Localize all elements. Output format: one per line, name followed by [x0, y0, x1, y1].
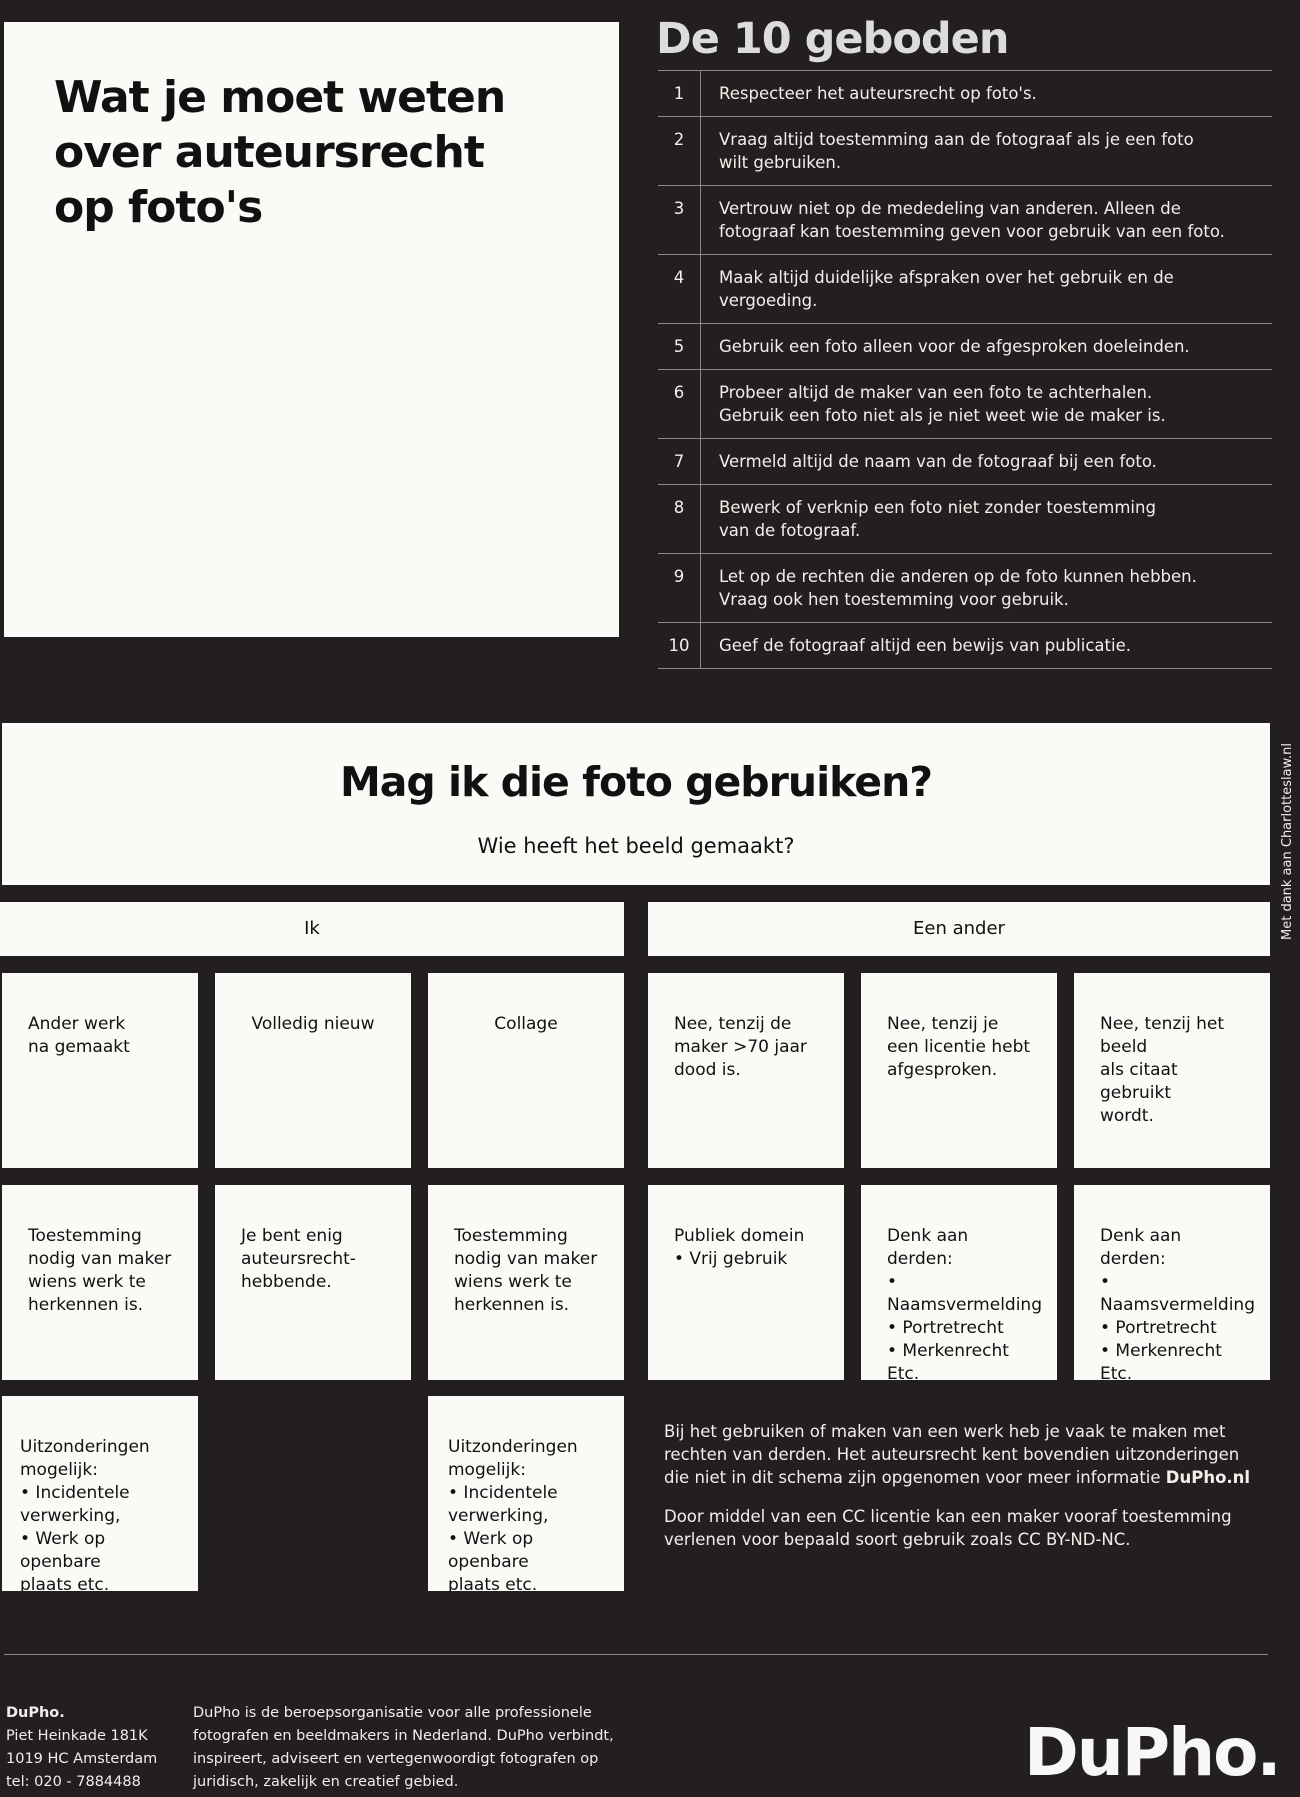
arrow-down-icon	[1158, 1168, 1192, 1186]
commandment-text: Bewerk of verknip een foto niet zonder toestemming van de fotograaf.	[719, 498, 1156, 540]
flowchart-title: Mag ik die foto gebruiken?	[339, 758, 933, 806]
flow-cell: Uitzonderingen mogelijk: • Incidentele verwerking, • Werk op openbare plaats etc.	[2, 1396, 198, 1591]
footer-org-name: DuPho.	[6, 1705, 65, 1721]
arrow-down-icon	[83, 1168, 117, 1186]
footer-description: DuPho is de beroepsorganisatie voor alle professionele fotografen en beeldmakers in Nederland. DuPho verbindt, inspireert, adviseert en vertegenwoordigt fotografen op juridisch, zakelijk en creatief gebied.	[193, 1705, 614, 1790]
commandment-number: 5	[658, 324, 701, 369]
page-title: Wat je moet weten over auteursrecht op foto's	[54, 72, 506, 233]
flow-cell: Nee, tenzij de maker >70 jaar dood is.	[648, 973, 844, 1168]
flow-cell: Toestemming nodig van maker wiens werk te herkennen is.	[2, 1185, 198, 1380]
commandment-row	[658, 370, 1272, 439]
commandment-row	[658, 554, 1272, 623]
dupho-logo: DuPho.	[1024, 1714, 1280, 1791]
arrow-down-icon	[944, 956, 978, 974]
side-credit-text: Met dank aan Charlotteslaw.nl	[1280, 742, 1295, 940]
commandment-row	[658, 439, 1272, 485]
commandment-text: Probeer altijd de maker van een foto te achterhalen. Gebruik een foto niet als je niet weet wie de maker is.	[719, 383, 1166, 425]
arrow-down-icon	[727, 956, 761, 974]
commandment-number: 6	[658, 370, 701, 438]
commandments-list	[658, 70, 1272, 669]
commandments-heading: De 10 geboden	[656, 14, 1009, 64]
commandment-number: 1	[658, 71, 701, 116]
flow-cell: Denk aan derden: • Naamsvermelding • Portretrecht • Merkenrecht Etc.	[861, 1185, 1057, 1380]
arrow-down-icon	[727, 1168, 761, 1186]
footer-address: Piet Heinkade 181K 1019 HC Amsterdam tel: 020 - 7884488	[6, 1728, 158, 1790]
flow-cell: Ander werk na gemaakt	[2, 973, 198, 1168]
flowchart-question: Wie heeft het beeld gemaakt?	[477, 834, 795, 858]
commandment-text: Respecteer het auteursrecht op foto's.	[719, 84, 1037, 103]
commandment-text: Vertrouw niet op de mededeling van anderen. Alleen de fotograaf kan toestemming geven voor gebruik van een foto.	[719, 199, 1225, 241]
flow-cell: Nee, tenzij het beeld als citaat gebruikt wordt.	[1074, 973, 1270, 1168]
info-paragraph	[664, 1420, 1264, 1489]
info-link[interactable]: DuPho.nl	[1165, 1468, 1251, 1487]
arrow-down-icon	[945, 885, 979, 903]
commandment-row	[658, 71, 1272, 117]
commandment-row	[658, 485, 1272, 554]
arrow-down-icon	[944, 1168, 978, 1186]
info-text: Bij het gebruiken of maken van een werk heb je vaak te maken met rechten van derden. Het auteursrecht kent bovendien uitzonderingen die niet in dit schema zijn opgenomen voor meer informatie	[664, 1422, 1240, 1487]
flow-cell: Denk aan derden: • Naamsvermelding • Portretrecht • Merkenrecht Etc.	[1074, 1185, 1270, 1380]
arrow-down-icon	[83, 956, 117, 974]
commandment-text: Let op de rechten die anderen op de foto kunnen hebben. Vraag ook hen toestemming voor gebruik.	[719, 567, 1197, 609]
commandment-number: 7	[658, 439, 701, 484]
commandment-number: 8	[658, 485, 701, 553]
arrow-down-icon	[296, 1168, 330, 1186]
commandment-row	[658, 623, 1272, 669]
flowchart-header	[2, 723, 1270, 885]
commandment-row	[658, 324, 1272, 370]
arrow-down-icon	[1158, 956, 1192, 974]
commandment-text: Geef de fotograaf altijd een bewijs van publicatie.	[719, 636, 1131, 655]
info-block	[664, 1420, 1264, 1567]
flow-cell: Je bent enig auteursrecht- hebbende.	[215, 1185, 411, 1380]
commandment-text: Vraag altijd toestemming aan de fotograaf als je een foto wilt gebruiken.	[719, 130, 1194, 172]
commandment-number: 2	[658, 117, 701, 185]
commandment-number: 9	[658, 554, 701, 622]
commandment-number: 4	[658, 255, 701, 323]
flow-cell: Nee, tenzij je een licentie hebt afgesproken.	[861, 973, 1057, 1168]
flow-cell: Publiek domein • Vrij gebruik	[648, 1185, 844, 1380]
flow-cell: Uitzonderingen mogelijk: • Incidentele verwerking, • Werk op openbare plaats etc.	[428, 1396, 624, 1591]
title-card	[4, 22, 619, 637]
arrow-down-icon	[509, 1168, 543, 1186]
commandment-text: Gebruik een foto alleen voor de afgesproken doeleinden.	[719, 337, 1190, 356]
commandment-row	[658, 186, 1272, 255]
arrow-down-icon	[509, 956, 543, 974]
arrow-down-icon	[296, 956, 330, 974]
arrow-down-icon	[296, 885, 330, 903]
flow-cell: Toestemming nodig van maker wiens werk te herkennen is.	[428, 1185, 624, 1380]
branch-self: Ik	[0, 902, 624, 956]
branch-other: Een ander	[648, 902, 1270, 956]
footer-divider	[4, 1654, 1268, 1655]
commandment-text: Maak altijd duidelijke afspraken over het gebruik en de vergoeding.	[719, 268, 1174, 310]
commandment-row	[658, 255, 1272, 324]
commandment-number: 3	[658, 186, 701, 254]
flow-cell: Collage	[428, 973, 624, 1168]
commandment-number: 10	[658, 623, 701, 668]
info-paragraph: Door middel van een CC licentie kan een maker vooraf toestemming verlenen voor bepaald soort gebruik zoals CC BY-ND-NC.	[664, 1507, 1232, 1549]
commandment-row	[658, 117, 1272, 186]
flow-cell: Volledig nieuw	[215, 973, 411, 1168]
commandment-text: Vermeld altijd de naam van de fotograaf bij een foto.	[719, 452, 1157, 471]
